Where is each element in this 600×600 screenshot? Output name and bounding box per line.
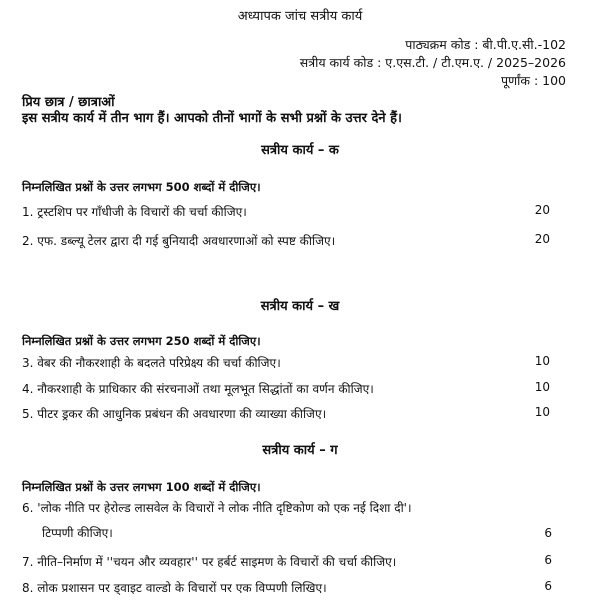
section-instruction-c: निम्नलिखित प्रश्नों के उत्तर लगभग 100 शब्दों में दीजिए।: [22, 480, 261, 494]
question-8: 8. लोक प्रशासन पर ड्वाइट वाल्डो के विचारों पर एक विप्पणी लिखिए।: [22, 581, 327, 595]
assignment-code: सत्रीय कार्य कोड : ए.एस.टी. / टी.एम.ए. / 2025–2026: [299, 55, 566, 70]
question-4: 4. नौकरशाही के प्राधिकार की संरचनाओं तथा मूलभूत सिद्धांतों का वर्णन कीजिए।: [22, 382, 374, 396]
document-title: अध्यापक जांच सत्रीय कार्य: [237, 9, 363, 24]
question-2-marks: 20: [534, 232, 550, 246]
question-2: 2. एफ. डब्ल्यू टेलर द्वारा दी गई बुनियादी अवधारणाओं को स्पष्ट कीजिए।: [22, 234, 336, 248]
question-6-marks: 6: [544, 526, 552, 540]
section-instruction-b: निम्नलिखित प्रश्नों के उत्तर लगभग 250 शब्दों में दीजिए।: [22, 334, 261, 348]
intro-text: इस सत्रीय कार्य में तीन भाग हैं। आपको तीनों भागों के सभी प्रश्नों के उत्तर देने हैं।: [22, 111, 402, 126]
section-instruction-a: निम्नलिखित प्रश्नों के उत्तर लगभग 500 शब्दों में दीजिए।: [22, 180, 261, 194]
question-5: 5. पीटर ड्रकर की आधुनिक प्रबंधन की अवधारणा की व्याख्या कीजिए।: [22, 407, 327, 421]
salutation: प्रिय छात्र / छात्राओं: [22, 95, 115, 110]
question-3-marks: 10: [534, 354, 550, 368]
question-3: 3. वेबर की नौकरशाही के बदलते परिप्रेक्ष्य की चर्चा कीजिए।: [22, 356, 281, 370]
question-7: 7. नीति–निर्माण में ''चयन और व्यवहार'' पर हर्बर्ट साइमण के विचारों की चर्चा कीजिए।: [22, 555, 397, 569]
max-marks: पूर्णांक : 100: [501, 73, 566, 88]
section-heading-b: सत्रीय कार्य – ख: [260, 299, 340, 314]
question-7-marks: 6: [544, 553, 552, 567]
question-6: 6. 'लोक नीति पर हेरोल्ड लासवेल के विचारों ने लोक नीति दृष्टिकोण को एक नई दिशा दी'।: [22, 501, 412, 515]
question-4-marks: 10: [534, 380, 550, 394]
question-6-continuation: टिप्पणी कीजिए।: [42, 526, 113, 540]
question-1: 1. ट्रस्टशिप पर गाँधीजी के विचारों की चर्चा कीजिए।: [22, 205, 247, 219]
question-8-marks: 6: [544, 579, 552, 593]
question-5-marks: 10: [534, 405, 550, 419]
course-code: पाठ्यक्रम कोड : बी.पी.ए.सी.-102: [405, 37, 566, 52]
section-heading-c: सत्रीय कार्य – ग: [262, 443, 338, 458]
section-heading-a: सत्रीय कार्य – क: [261, 143, 339, 158]
question-1-marks: 20: [534, 203, 550, 217]
